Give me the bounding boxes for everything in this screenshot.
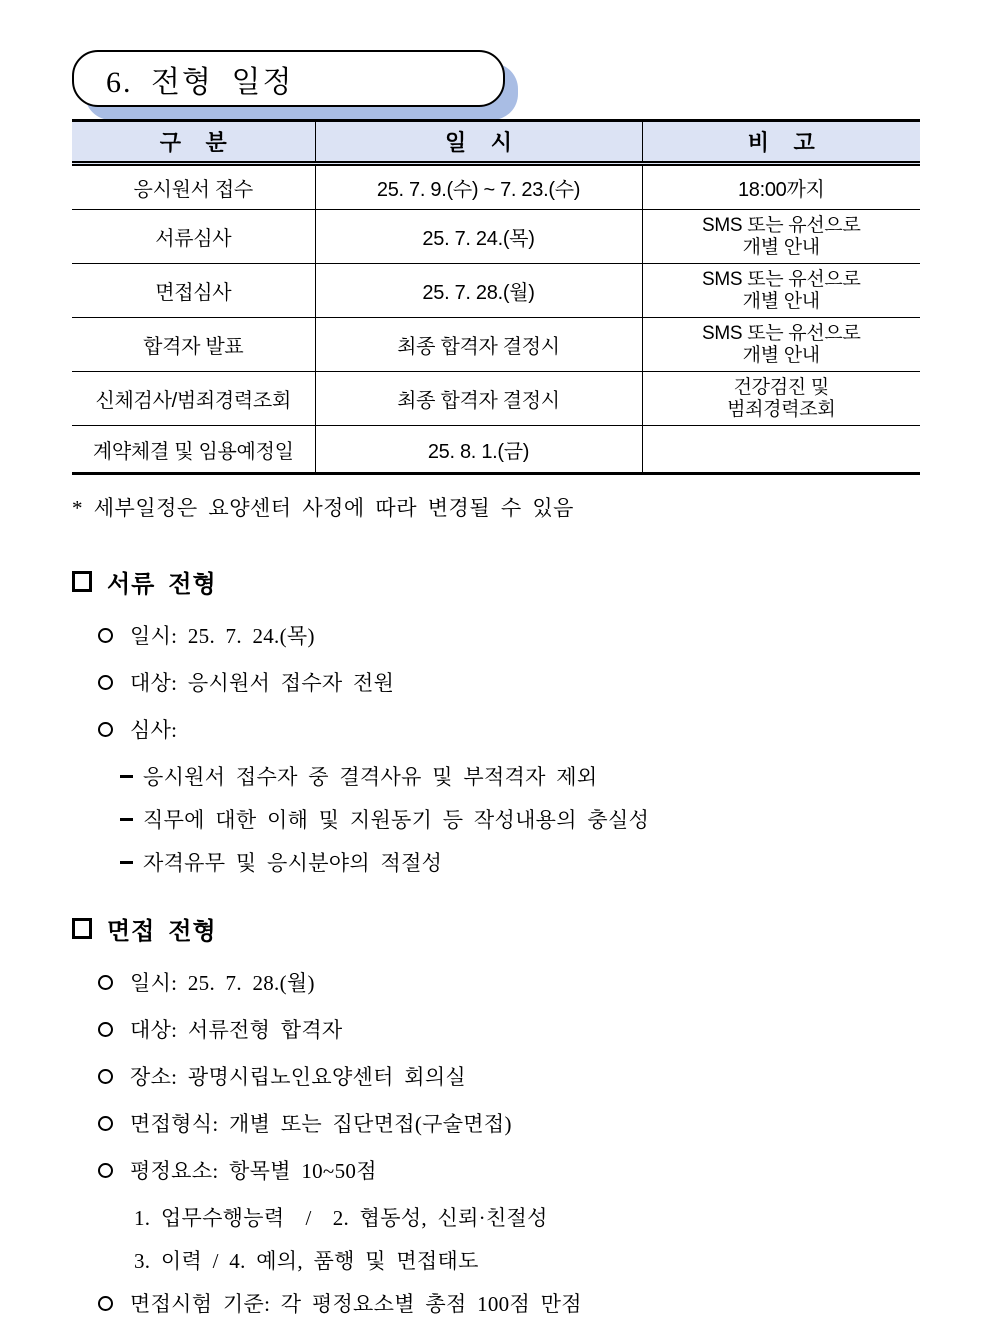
- list-item-text: 응시원서 접수자 중 결격사유 및 부적격자 제외: [143, 765, 598, 789]
- cell-category: 신체검사/범죄경력조회: [72, 372, 315, 426]
- circle-bullet-icon: [98, 1069, 113, 1084]
- list-item-text: 일시: 25. 7. 24.(목): [130, 624, 315, 648]
- remark-line: SMS 또는 유선으로: [701, 268, 861, 290]
- cell-remark: [642, 210, 920, 264]
- section-heading-text: 면접 전형: [107, 919, 217, 945]
- circle-bullet-icon: [98, 1163, 113, 1178]
- list-item-text: 1. 업무수행능력 / 2. 협동성, 신뢰·친절성: [134, 1206, 548, 1230]
- table-row-document-review: [72, 210, 920, 264]
- remark-line: 개별 안내: [742, 290, 820, 312]
- list-item: [72, 667, 920, 697]
- table-header-row: [72, 121, 920, 164]
- circle-bullet-icon: [98, 975, 113, 990]
- schedule-table: [72, 119, 920, 475]
- cell-datetime: 25. 7. 9.(수) ~ 7. 23.(수): [315, 164, 642, 210]
- table-row-announcement: [72, 318, 920, 372]
- circle-bullet-icon: [98, 1022, 113, 1037]
- remark-line: 개별 안내: [742, 236, 820, 258]
- cell-datetime: 최종 합격자 결정시: [315, 318, 642, 372]
- list-item: [72, 620, 920, 650]
- list-subitem: [72, 761, 920, 791]
- list-item: [72, 1108, 920, 1138]
- list-subitem: [72, 1245, 920, 1275]
- cell-datetime: 최종 합격자 결정시: [315, 372, 642, 426]
- cell-datetime: 25. 8. 1.(금): [315, 426, 642, 474]
- table-row-contract: [72, 426, 920, 474]
- circle-bullet-icon: [98, 675, 113, 690]
- list-item: [72, 1061, 920, 1091]
- section-document-screening: [72, 564, 920, 877]
- cell-category: 합격자 발표: [72, 318, 315, 372]
- remark-line: 범죄경력조회: [727, 398, 836, 420]
- list-item: [72, 1155, 920, 1185]
- square-bullet-icon: [72, 918, 92, 939]
- table-row-interview-review: [72, 264, 920, 318]
- cell-category: 계약체결 및 임용예정일: [72, 426, 315, 474]
- list-item-text: 대상: 응시원서 접수자 전원: [130, 671, 395, 695]
- list-item: [72, 714, 920, 744]
- list-item-text: 평정요소: 항목별 10~50점: [130, 1159, 377, 1183]
- cell-category: 서류심사: [72, 210, 315, 264]
- list-item-text: 자격유무 및 응시분야의 적절성: [143, 851, 443, 875]
- cell-remark: 18:00까지: [642, 164, 920, 210]
- remark-line: SMS 또는 유선으로: [701, 214, 861, 236]
- list-item-text: 심사:: [130, 718, 178, 742]
- column-header-category: 구 분: [72, 121, 315, 164]
- list-subitem: [72, 847, 920, 877]
- section-interview-screening: [72, 911, 920, 1318]
- section-heading-text: 서류 전형: [107, 572, 217, 598]
- dash-bullet-icon: [120, 775, 133, 778]
- dash-bullet-icon: [120, 818, 133, 821]
- table-row-health-check: [72, 372, 920, 426]
- list-item-text: 일시: 25. 7. 28.(월): [130, 971, 315, 995]
- remark-line: 개별 안내: [742, 344, 820, 366]
- list-item-text: 장소: 광명시립노인요양센터 회의실: [130, 1065, 467, 1089]
- cell-remark: [642, 426, 920, 474]
- cell-datetime: 25. 7. 28.(월): [315, 264, 642, 318]
- square-bullet-icon: [72, 571, 92, 592]
- list-item-text: 면접시험 기준: 각 평정요소별 총점 100점 만점: [130, 1292, 582, 1316]
- list-item-text: 3. 이력 / 4. 예의, 품행 및 면접태도: [134, 1249, 479, 1273]
- dash-bullet-icon: [120, 861, 133, 864]
- cell-category: 응시원서 접수: [72, 164, 315, 210]
- circle-bullet-icon: [98, 1296, 113, 1311]
- list-item: [72, 1288, 920, 1318]
- circle-bullet-icon: [98, 722, 113, 737]
- circle-bullet-icon: [98, 628, 113, 643]
- cell-datetime: 25. 7. 24.(목): [315, 210, 642, 264]
- circle-bullet-icon: [98, 1116, 113, 1131]
- list-item-text: 대상: 서류전형 합격자: [130, 1018, 343, 1042]
- list-item-text: 면접형식: 개별 또는 집단면접(구술면접): [130, 1112, 512, 1136]
- cell-remark: [642, 372, 920, 426]
- footnote: * 세부일정은 요양센터 사정에 따라 변경될 수 있음: [72, 496, 574, 520]
- list-item-text: 직무에 대한 이해 및 지원동기 등 작성내용의 충실성: [143, 808, 650, 832]
- list-item: [72, 967, 920, 997]
- column-header-remark: 비 고: [642, 121, 920, 164]
- cell-remark: [642, 264, 920, 318]
- list-subitem: [72, 1202, 920, 1232]
- cell-remark: [642, 318, 920, 372]
- section-heading: [72, 564, 920, 599]
- section-heading: [72, 911, 920, 946]
- section-title-box: [72, 50, 505, 107]
- list-item: [72, 1014, 920, 1044]
- column-header-datetime: 일 시: [315, 121, 642, 164]
- remark-line: 건강검진 및: [733, 376, 829, 398]
- cell-category: 면접심사: [72, 264, 315, 318]
- list-subitem: [72, 804, 920, 834]
- table-row-application: [72, 164, 920, 210]
- remark-line: SMS 또는 유선으로: [701, 322, 861, 344]
- page-title: 6. 전형 일정: [106, 65, 294, 99]
